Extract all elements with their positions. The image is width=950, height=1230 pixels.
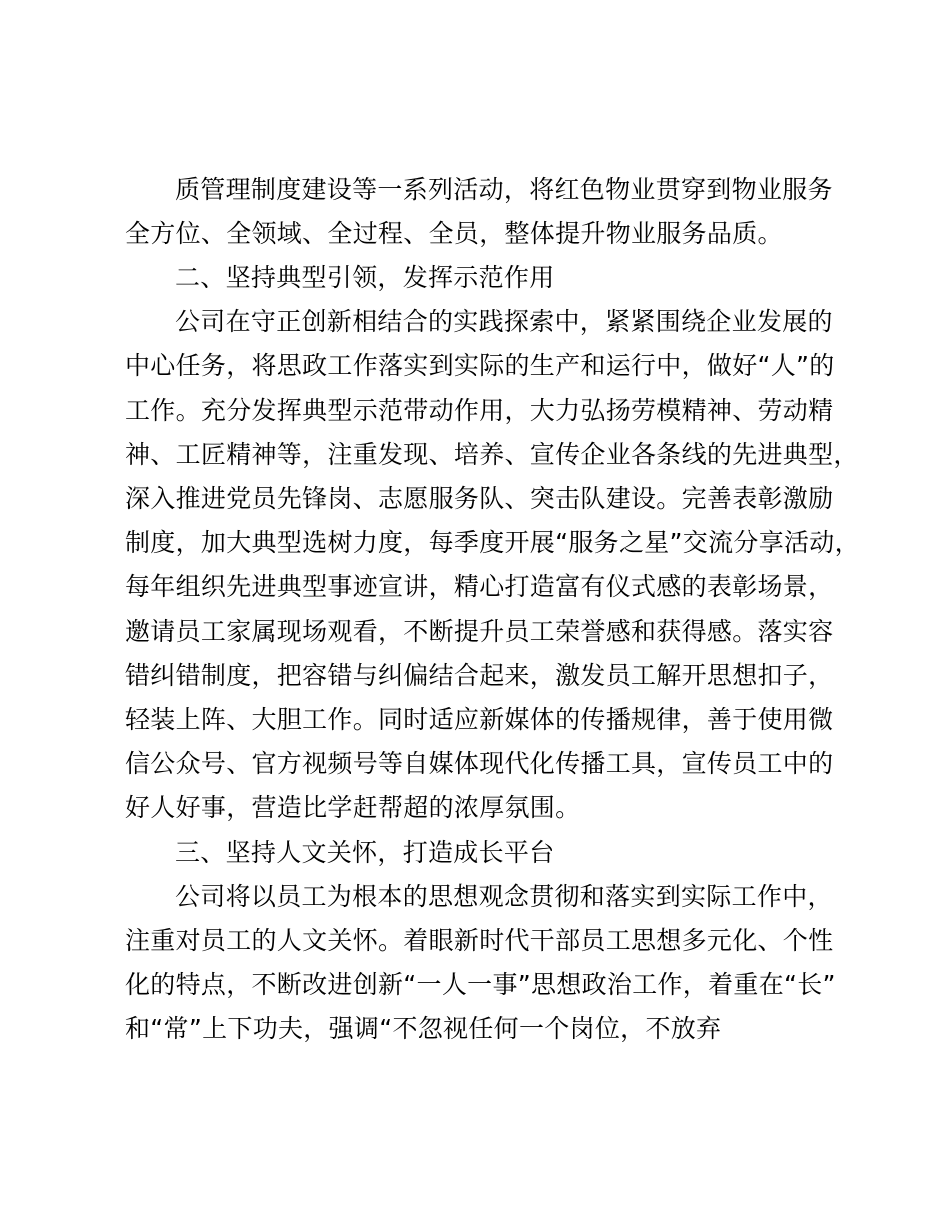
- paragraph-line: 错纠错制度，把容错与纠偏结合起来，激发员工解开思想扣子，: [125, 661, 834, 690]
- paragraph-line: 深入推进党员先锋岗、志愿服务队、突击队建设。完善表彰激励: [125, 484, 834, 513]
- paragraph-line: 邀请员工家属现场观看，不断提升员工荣誉感和获得感。落实容: [125, 617, 834, 646]
- paragraph-line: 化的特点，不断改进创新“一人一事”思想政治工作，着重在“长”: [125, 970, 836, 999]
- section-heading-3: 三、坚持人文关怀，打造成长平台: [175, 838, 555, 867]
- paragraph-line: 每年组织先进典型事迹宣讲，精心打造富有仪式感的表彰场景，: [125, 572, 834, 601]
- paragraph-line: 质管理制度建设等一系列活动，将红色物业贯穿到物业服务: [175, 175, 833, 204]
- paragraph-line: 信公众号、官方视频号等自媒体现代化传播工具，宣传员工中的: [125, 749, 834, 778]
- paragraph-line: 制度，加大典型选树力度，每季度开展“服务之星”交流分享活动，: [125, 528, 860, 557]
- paragraph-line: 注重对员工的人文关怀。着眼新时代干部员工思想多元化、个性: [125, 926, 834, 955]
- section-heading-2: 二、坚持典型引领，发挥示范作用: [175, 263, 555, 292]
- paragraph-line: 神、工匠精神等，注重发现、培养、宣传企业各条线的先进典型，: [125, 440, 859, 469]
- paragraph-line: 和“常”上下功夫，强调“不忽视任何一个岗位，不放弃: [125, 1014, 722, 1043]
- paragraph-line: 工作。充分发挥典型示范带动作用，大力弘扬劳模精神、劳动精: [125, 396, 834, 425]
- paragraph-line: 好人好事，营造比学赶帮超的浓厚氛围。: [125, 793, 581, 822]
- paragraph-line: 轻装上阵、大胆工作。同时适应新媒体的传播规律，善于使用微: [125, 705, 834, 734]
- paragraph-line: 中心任务，将思政工作落实到实际的生产和运行中，做好“人”的: [125, 351, 835, 380]
- paragraph-line: 公司将以员工为根本的思想观念贯彻和落实到实际工作中，: [175, 882, 833, 911]
- paragraph-line: 全方位、全领域、全过程、全员，整体提升物业服务品质。: [125, 219, 783, 248]
- paragraph-line: 公司在守正创新相结合的实践探索中，紧紧围绕企业发展的: [175, 307, 833, 336]
